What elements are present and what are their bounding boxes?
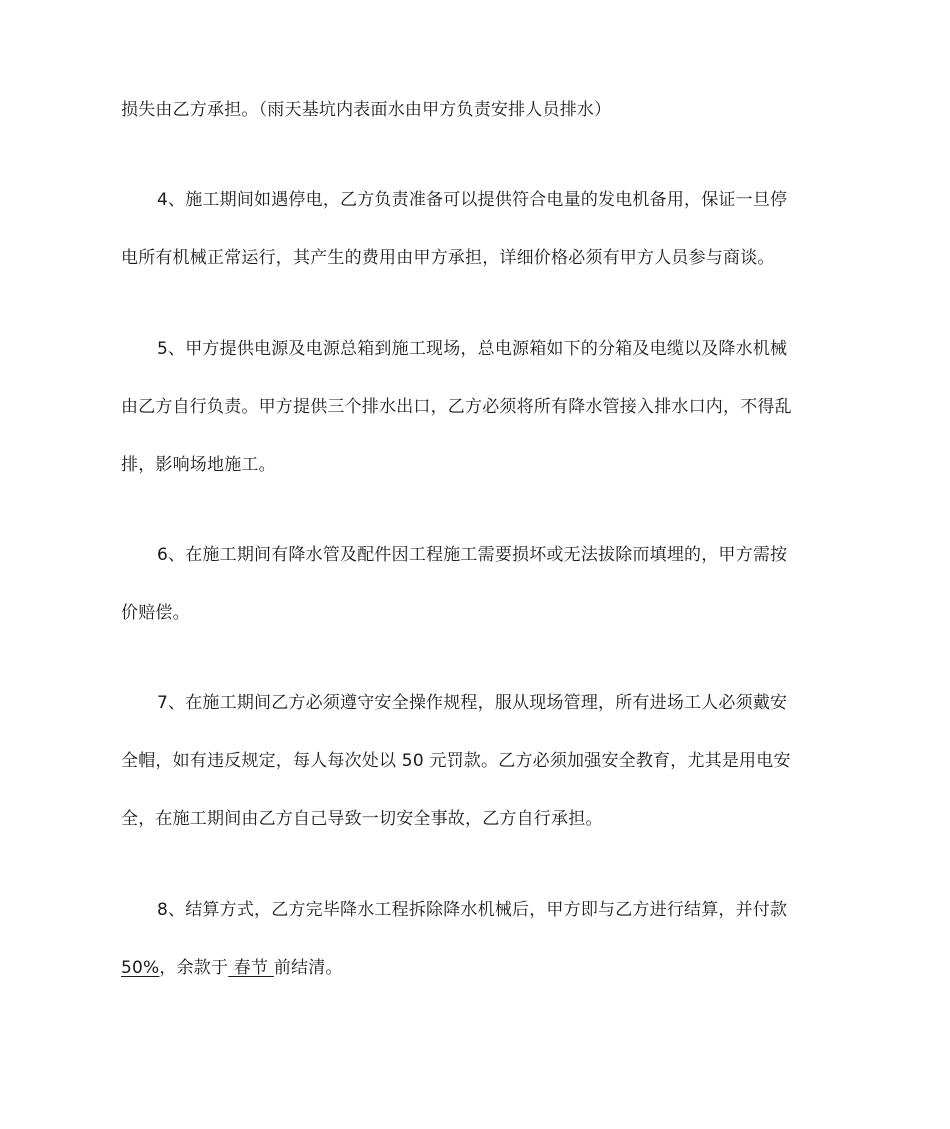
clause-6-line-1: 6、在施工期间有降水管及配件因工程施工需要损坏或无法拔除而填埋的，甲方需按 [157, 545, 788, 565]
clause-8-line-2 [121, 957, 343, 979]
clause-7-line-2: 全帽，如有违反规定，每人每次处以 50 元罚款。乙方必须加强安全教育，尤其是用电安 [121, 751, 791, 771]
clause-5-line-1: 5、甲方提供电源及电源总箱到施工现场，总电源箱如下的分箱及电缆以及降水机械 [157, 339, 788, 359]
payment-text-end: 前结清。 [273, 958, 343, 978]
clause-5-line-3: 排，影响场地施工。 [121, 455, 276, 475]
payment-percent: 50% [121, 958, 160, 978]
clause-5-line-2: 由乙方自行负责。甲方提供三个排水出口，乙方必须将所有降水管接入排水口内，不得乱 [121, 397, 792, 417]
payment-text-mid: ，余款于 [159, 958, 229, 978]
clause-7-line-3: 全，在施工期间由乙方自己导致一切安全事故，乙方自行承担。 [121, 809, 603, 829]
clause-4-line-1: 4、施工期间如遇停电，乙方负责准备可以提供符合电量的发电机备用，保证一旦停 [157, 190, 788, 210]
clause-6-line-2: 价赔偿。 [121, 603, 190, 623]
continuation-text: 损失由乙方承担。（雨天基坑内表面水由甲方负责安排人员排水） [121, 100, 612, 120]
clause-7-line-1: 7、在施工期间乙方必须遵守安全操作规程，服从现场管理，所有进场工人必须戴安 [157, 693, 788, 713]
clause-4-line-2: 电所有机械正常运行，其产生的费用由甲方承担，详细价格必须有甲方人员参与商谈。 [121, 248, 775, 268]
clause-8-line-1: 8、结算方式，乙方完毕降水工程拆除降水机械后，甲方即与乙方进行结算，并付款 [157, 900, 788, 920]
deadline-blank: 春节 [228, 958, 274, 978]
